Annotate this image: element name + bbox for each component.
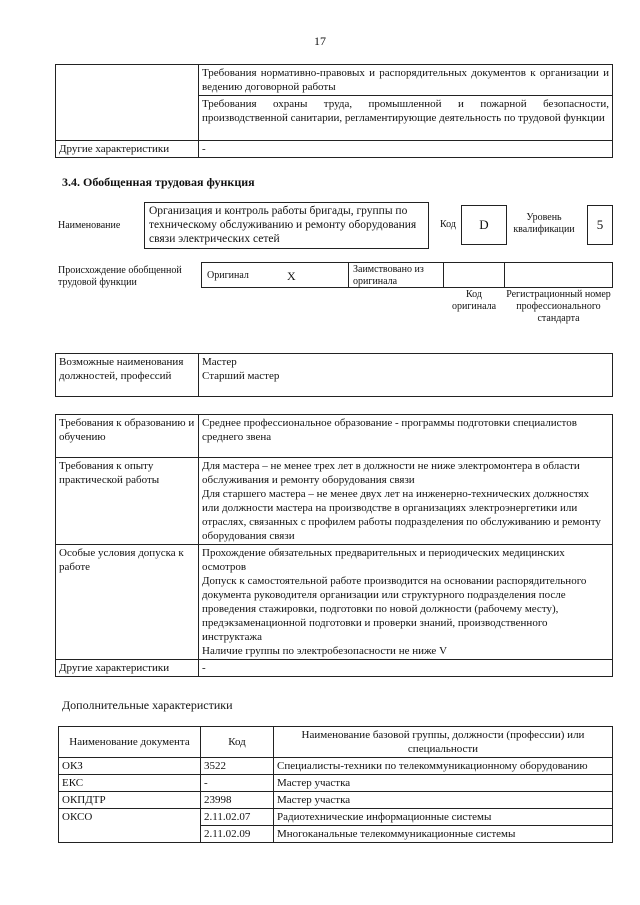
name-cell: Многоканальные телекоммуникационные системы <box>274 826 613 843</box>
requirement-text: - <box>199 660 613 677</box>
name-label: Наименование <box>58 220 121 231</box>
doc-cell: ОКЗ <box>59 758 201 775</box>
reg-number-label: Регистрационный номер профессионального стандарта <box>506 289 611 324</box>
table-row <box>59 792 613 809</box>
requirement-text: Для старшего мастера – не менее двух лет на инженерно-технических должностях или должности мастера на производстве в организациях электроэнергетики или отраслях, связанных с профилем работы подразделения по обслуживанию и ремонту оборудования связи <box>202 488 601 542</box>
top-table-cell: Требования охраны труда, промышленной и пожарной безопасности, производственной санитарии, регламентирующие деятельность по трудовой функции <box>199 96 613 141</box>
header-cell: Наименование базовой группы, должности (профессии) или специальности <box>274 727 613 758</box>
level-label: Уровень квалификации <box>513 212 575 235</box>
requirement-text: Допуск к самостоятельной работе производится на основании распорядительного документа руководителя организации или структурного подразделения после проведения стажировки, подготовки по новой должности (рабочему месту), предэкзаменационной подготовки и проверки знаний, производственного инструктажа <box>202 575 587 643</box>
table-row <box>56 415 613 458</box>
level-value: 5 <box>587 205 613 245</box>
table-row <box>59 727 613 758</box>
requirement-label: Другие характеристики <box>56 660 199 677</box>
reg-number-cell <box>504 262 613 288</box>
position-item: Мастер <box>202 356 237 368</box>
additional-table <box>58 726 613 843</box>
top-table <box>55 64 613 158</box>
page-number: 17 <box>314 34 326 48</box>
table-row <box>56 545 613 660</box>
additional-title: Дополнительные характеристики <box>62 698 233 712</box>
section-title: 3.4. Обобщенная трудовая функция <box>62 175 255 189</box>
header-cell: Наименование документа <box>59 727 201 758</box>
code-cell: 3522 <box>201 758 274 775</box>
requirement-text: Наличие группы по электробезопасности не ниже V <box>202 645 448 657</box>
origin-label: Происхождение обобщенной трудовой функции <box>58 265 182 288</box>
requirement-text: Среднее профессиональное образование - программы подготовки специалистов среднего звена <box>199 415 613 458</box>
requirement-label: Особые условия допуска к работе <box>56 545 199 660</box>
table-row <box>59 775 613 792</box>
name-cell: Радиотехнические информационные системы <box>274 809 613 826</box>
name-cell: Мастер участка <box>274 792 613 809</box>
original-cell <box>201 262 349 288</box>
table-row <box>56 141 613 158</box>
header-cell: Код <box>201 727 274 758</box>
original-label: Оригинал <box>207 270 249 281</box>
code-value: D <box>461 205 507 245</box>
requirement-text: Прохождение обязательных предварительных и периодических медицинских осмотров <box>202 547 565 573</box>
name-cell: Специалисты-техники по телекоммуникационному оборудованию <box>274 758 613 775</box>
requirement-label: Требования к образованию и обучению <box>56 415 199 458</box>
other-value: - <box>199 141 613 158</box>
requirements-table <box>55 414 613 677</box>
positions-table <box>55 353 613 397</box>
doc-cell: ОКПДТР <box>59 792 201 809</box>
code-label: Код <box>440 219 456 230</box>
top-table-cell: Требования нормативно-правовых и распорядительных документов к организации и ведению договорной работы <box>199 65 613 96</box>
table-row <box>56 660 613 677</box>
positions-label: Возможные наименования должностей, профессий <box>56 354 199 397</box>
requirement-label: Требования к опыту практической работы <box>56 458 199 545</box>
code-cell: 2.11.02.09 <box>201 826 274 843</box>
doc-cell: ЕКС <box>59 775 201 792</box>
table-row <box>59 758 613 775</box>
table-row <box>56 458 613 545</box>
other-label: Другие характеристики <box>56 141 199 158</box>
code-cell: - <box>201 775 274 792</box>
name-cell: Мастер участка <box>274 775 613 792</box>
doc-cell: ОКСО <box>59 809 201 843</box>
borrowed-label: Заимствовано из оригинала <box>348 262 444 288</box>
position-item: Старший мастер <box>202 370 280 382</box>
code-cell: 23998 <box>201 792 274 809</box>
function-name: Организация и контроль работы бригады, группы по техническому обслуживанию и ремонту оборудования связи электрических сетей <box>144 202 429 249</box>
code-original-cell <box>443 262 505 288</box>
original-mark: X <box>287 269 296 283</box>
table-row <box>59 809 613 826</box>
code-original-label: Код оригинала <box>451 289 497 312</box>
requirement-text: Для мастера – не менее трех лет в должности не ниже электромонтера в области обслуживания и ремонту оборудования связи <box>202 460 580 486</box>
table-row <box>56 354 613 397</box>
code-cell: 2.11.02.07 <box>201 809 274 826</box>
table-row <box>56 65 613 96</box>
